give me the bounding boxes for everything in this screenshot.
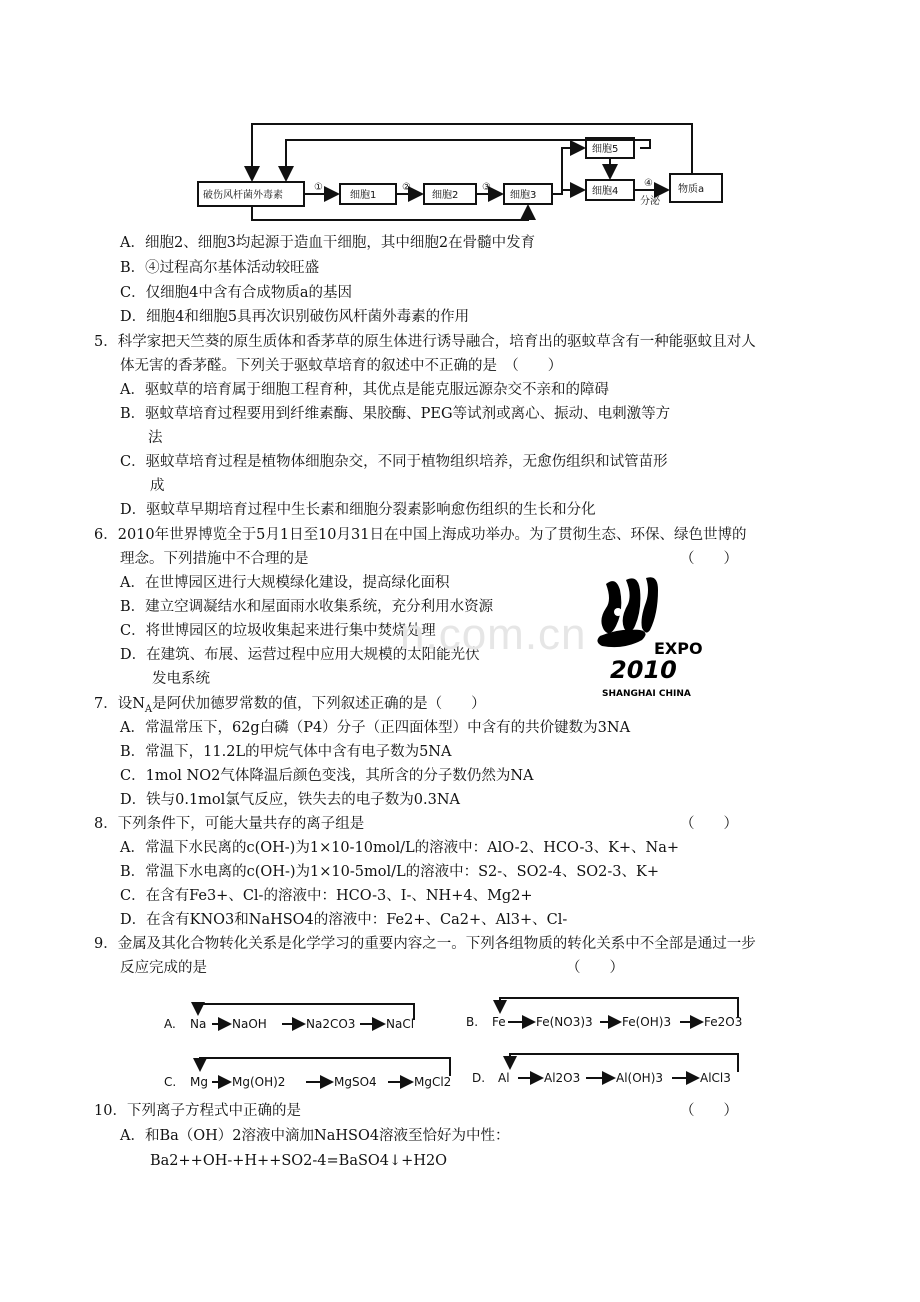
q8-option-b: B．常温下水电离的c(OH-)为1×10-5mol/L的溶液中：S2-、SO2-4、SO2-3、K+ (120, 864, 659, 880)
q7-option-a: A．常温常压下，62g白磷（P4）分子（正四面体型）中含有的共价键数为3NA (120, 720, 631, 736)
node-cell3: 细胞3 (510, 190, 537, 201)
q7-option-c: C．1mol NO2气体降温后颜色变浅，其所含的分子数仍然为NA (120, 768, 534, 784)
q6-answer-paren: （ ） (680, 551, 738, 567)
opt-a-label: A. (164, 1017, 176, 1031)
q4-option-c: C．仅细胞4中含有合成物质a的基因 (120, 285, 352, 301)
q8-option-a: A．常温下水民离的c(OH-)为1×10-10mol/L的溶液中：AlO-2、HCO-3、K+、Na+ (120, 840, 680, 856)
opt-d-s4: AlCl3 (700, 1071, 731, 1085)
opt-b-s4: Fe2O3 (704, 1015, 743, 1029)
q9-stem-line2: 反应完成的是 (120, 960, 207, 976)
q5-option-c: C．驱蚊草培育过程是植物体细胞杂交，不同于植物组织培养，无愈伤组织和试管苗形 (120, 454, 668, 470)
opt-d-label: D. (472, 1071, 486, 1085)
node-toxin: 破伤风杆菌外毒素 (203, 190, 283, 201)
node-cell2: 细胞2 (432, 190, 459, 201)
q4-option-d: D．细胞4和细胞5具再次识别破伤风杆菌外毒素的作用 (120, 309, 470, 325)
opt-d-s3: Al(OH)3 (616, 1071, 664, 1085)
opt-d-s2: Al2O3 (544, 1071, 581, 1085)
opt-c-s3: MgSO4 (334, 1075, 377, 1089)
node-substance-a: 物质a (678, 184, 705, 195)
step-1: ① (314, 182, 323, 193)
q6-option-d-cont: 发电系统 (152, 671, 210, 687)
q8-stem: 8．下列条件下，可能大量共存的离子组是 (94, 816, 365, 832)
node-cell4: 细胞4 (592, 186, 619, 197)
opt-d-s1: Al (498, 1071, 510, 1085)
q6-stem-line2: 理念。下列措施中不合理的是 (120, 551, 309, 567)
opt-b-label: B. (466, 1015, 479, 1029)
logo-expo-text: EXPO (654, 639, 703, 658)
q10-option-a: A．和Ba（OH）2溶液中滴加NaHSO4溶液至恰好为中性： (120, 1128, 510, 1144)
q4-option-b: B．④过程高尔基体活动较旺盛 (120, 260, 320, 276)
expo-2010-logo (596, 574, 714, 700)
q9-stem-line1: 9．金属及其化合物转化关系是化学学习的重要内容之一。下列各组物质的转化关系中不全部是通过一步 (94, 936, 756, 952)
step-3: ③ (482, 182, 491, 193)
opt-a-s1: Na (190, 1017, 207, 1031)
node-cell1: 细胞1 (350, 190, 377, 201)
q5-option-b-cont: 法 (148, 430, 163, 446)
opt-c-label: C. (164, 1075, 177, 1089)
q4-option-a: A．细胞2、细胞3均起源于造血干细胞，其中细胞2在骨髓中发育 (120, 235, 536, 251)
opt-a-s2: NaOH (232, 1017, 267, 1031)
q6-option-c: C．将世博园区的垃圾收集起来进行集中焚烧处理 (120, 623, 436, 639)
secrete-label: 分泌 (640, 196, 660, 207)
q10-answer-paren: （ ） (680, 1103, 738, 1119)
q9-answer-paren: （ ） (566, 960, 624, 976)
q10-option-a-equation: Ba2++OH-+H++SO2-4=BaSO4↓+H2O (150, 1153, 448, 1169)
q7-option-b: B．常温下，11.2L的甲烷气体中含有电子数为5NA (120, 744, 452, 760)
q6-stem-line1: 6．2010年世界博览全于5月1日至10月31日在中国上海成功举办。为了贯彻生态、环保、绿色世博的 (94, 527, 747, 543)
q7-stem: 7．设$N_A$是阿伏加德罗常数的值，下列叙述正确的是（ ） (94, 696, 486, 715)
q5-option-c-cont: 成 (150, 478, 165, 494)
q5-stem-line2: 体无害的香茅醛。下列关于驱蚊草培育的叙述中不正确的是 （ ） (120, 358, 563, 374)
opt-c-s2: Mg(OH)2 (232, 1075, 286, 1089)
opt-a-s3: Na2CO3 (306, 1017, 356, 1031)
opt-b-s3: Fe(OH)3 (622, 1015, 672, 1029)
q8-answer-paren: （ ） (680, 816, 738, 832)
opt-b-s1: Fe (492, 1015, 506, 1029)
opt-b-s2: Fe(NO3)3 (536, 1015, 593, 1029)
q5-option-b: B．驱蚊草培育过程要用到纤维素酶、果胶酶、PEG等试剂或离心、振动、电刺激等方 (120, 406, 671, 422)
opt-c-s4: MgCl2 (414, 1075, 452, 1089)
q8-option-c: C．在含有Fe3+、Cl-的溶液中：HCO-3、I-、NH+4、Mg2+ (120, 888, 533, 904)
q5-option-a: A．驱蚊草的培育属于细胞工程育种，其优点是能克服远源杂交不亲和的障碍 (120, 382, 609, 398)
q7-option-d: D．铁与0.1mol氯气反应，铁失去的电子数为0.3NA (120, 792, 461, 808)
logo-year-text: 2010 (610, 656, 677, 684)
node-cell5: 细胞5 (592, 144, 619, 155)
opt-a-s4: NaCl (386, 1017, 415, 1031)
immune-flow-diagram (190, 120, 730, 230)
q10-stem: 10．下列离子方程式中正确的是 (94, 1103, 301, 1119)
q6-option-b: B．建立空调凝结水和屋面雨水收集系统，充分利用水资源 (120, 599, 494, 615)
watermark: n.com.cn (400, 610, 587, 659)
q6-option-d: D．在建筑、布展、运营过程中应用大规模的太阳能光伏 (120, 647, 480, 663)
q6-option-a: A．在世博园区进行大规模绿化建设，提高绿化面积 (120, 575, 450, 591)
q5-stem-line1: 5．科学家把天竺葵的原生质体和香茅草的原生体进行诱导融合，培育出的驱蚊草含有一种能驱蚊且对人 (94, 334, 756, 350)
conversion-diagrams (160, 990, 760, 1094)
q8-option-d: D．在含有KNO3和NaHSO4的溶液中：Fe2+、Ca2+、Al3+、Cl- (120, 912, 568, 928)
opt-c-s1: Mg (190, 1075, 208, 1089)
step-4: ④ (644, 178, 653, 189)
logo-shanghai-text: SHANGHAI CHINA (602, 689, 691, 699)
step-2: ② (402, 182, 411, 193)
q5-option-d: D．驱蚊草早期培育过程中生长素和细胞分裂素影响愈伤组织的生长和分化 (120, 502, 596, 518)
